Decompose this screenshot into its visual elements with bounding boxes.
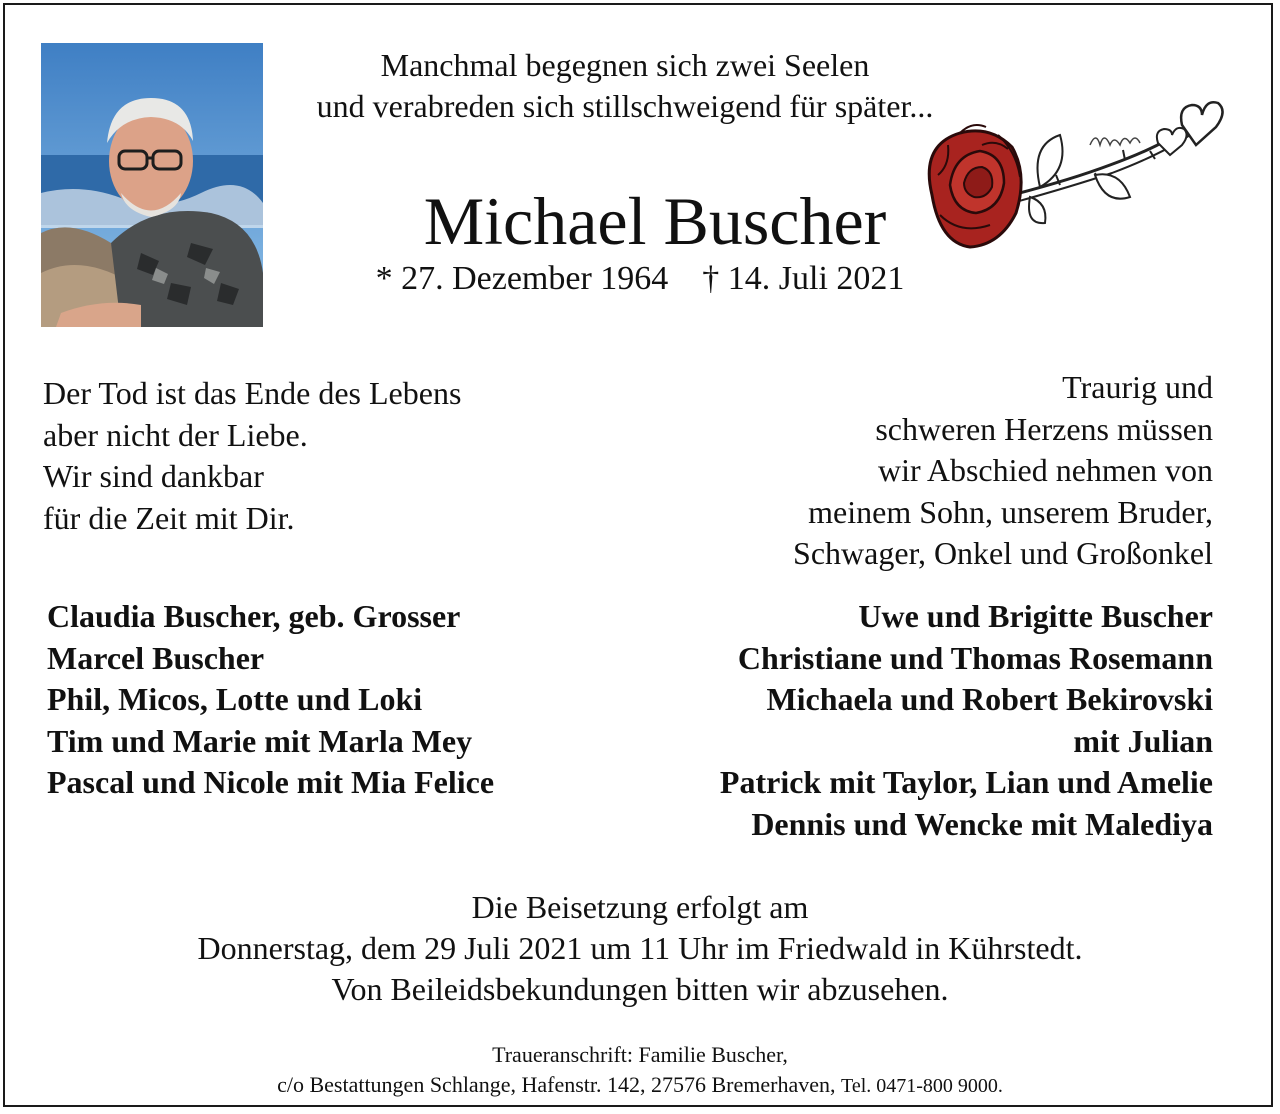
address-line-1: Traueranschrift: Familie Buscher, bbox=[492, 1042, 788, 1067]
portrait-photo bbox=[41, 43, 263, 327]
life-dates bbox=[305, 258, 975, 300]
mourner-entry: Dennis und Wencke mit Malediya bbox=[751, 805, 1213, 842]
portrait-photo-icon bbox=[41, 43, 263, 327]
mourner-entry: Marcel Buscher bbox=[47, 639, 265, 676]
address-street: c/o Bestattungen Schlange, Hafenstr. 142, 27576 Bremerhaven, bbox=[277, 1072, 836, 1097]
verse-line: Der Tod ist das Ende des Lebens bbox=[43, 375, 462, 411]
birth-date: * 27. Dezember 1964 bbox=[375, 260, 669, 297]
verse-line: aber nicht der Liebe. bbox=[43, 416, 308, 453]
mourner-entry: Patrick mit Taylor, Lian und Amelie bbox=[719, 764, 1213, 800]
obituary-notice bbox=[3, 3, 1273, 1107]
funeral-line-2: Donnerstag, dem 29 Juli 2021 um 11 Uhr im Friedwald in Kührstedt. bbox=[197, 930, 1083, 966]
mourner-entry: Tim und Marie mit Marla Mey bbox=[47, 722, 473, 759]
verse-line: Schwager, Onkel und Großonkel bbox=[793, 535, 1213, 571]
funeral-info bbox=[45, 887, 1235, 1010]
verse-line: wir Abschied nehmen von bbox=[877, 452, 1213, 488]
mourners-right bbox=[720, 596, 1213, 845]
mourner-entry: Claudia Buscher, geb. Grosser bbox=[47, 598, 461, 634]
verse-line: schweren Herzens müssen bbox=[875, 410, 1213, 447]
deceased-name: Michael Buscher bbox=[423, 183, 887, 259]
verse-line: Wir sind dankbar bbox=[43, 458, 264, 494]
funeral-line-3: Von Beileidsbekundungen bitten wir abzusehen. bbox=[331, 971, 949, 1007]
death-date: † 14. Juli 2021 bbox=[702, 260, 905, 297]
address-line-2 bbox=[45, 1070, 1235, 1101]
mourner-entry: Phil, Micos, Lotte und Loki bbox=[47, 681, 423, 717]
mourning-address bbox=[45, 1040, 1235, 1101]
mourner-entry: Michaela und Robert Bekirovski bbox=[766, 681, 1213, 717]
left-verse bbox=[43, 373, 461, 539]
motto-line-2: und verabreden sich stillschweigend für später... bbox=[316, 88, 934, 124]
mourner-entry: Pascal und Nicole mit Mia Felice bbox=[47, 764, 495, 800]
verse-line: Traurig und bbox=[1062, 369, 1213, 405]
motto bbox=[275, 45, 975, 127]
verse-line: für die Zeit mit Dir. bbox=[43, 499, 295, 536]
mourner-entry: Uwe und Brigitte Buscher bbox=[858, 598, 1213, 634]
mourner-entry: Christiane und Thomas Rosemann bbox=[737, 639, 1213, 676]
motto-line-1: Manchmal begegnen sich zwei Seelen bbox=[380, 47, 870, 83]
verse-line: meinem Sohn, unserem Bruder, bbox=[808, 493, 1213, 530]
right-verse bbox=[793, 367, 1213, 575]
mourners-left bbox=[47, 596, 494, 804]
funeral-line-1: Die Beisetzung erfolgt am bbox=[471, 889, 809, 925]
address-phone: Tel. 0471-800 9000. bbox=[841, 1075, 1003, 1097]
mourner-entry: mit Julian bbox=[1073, 722, 1213, 759]
